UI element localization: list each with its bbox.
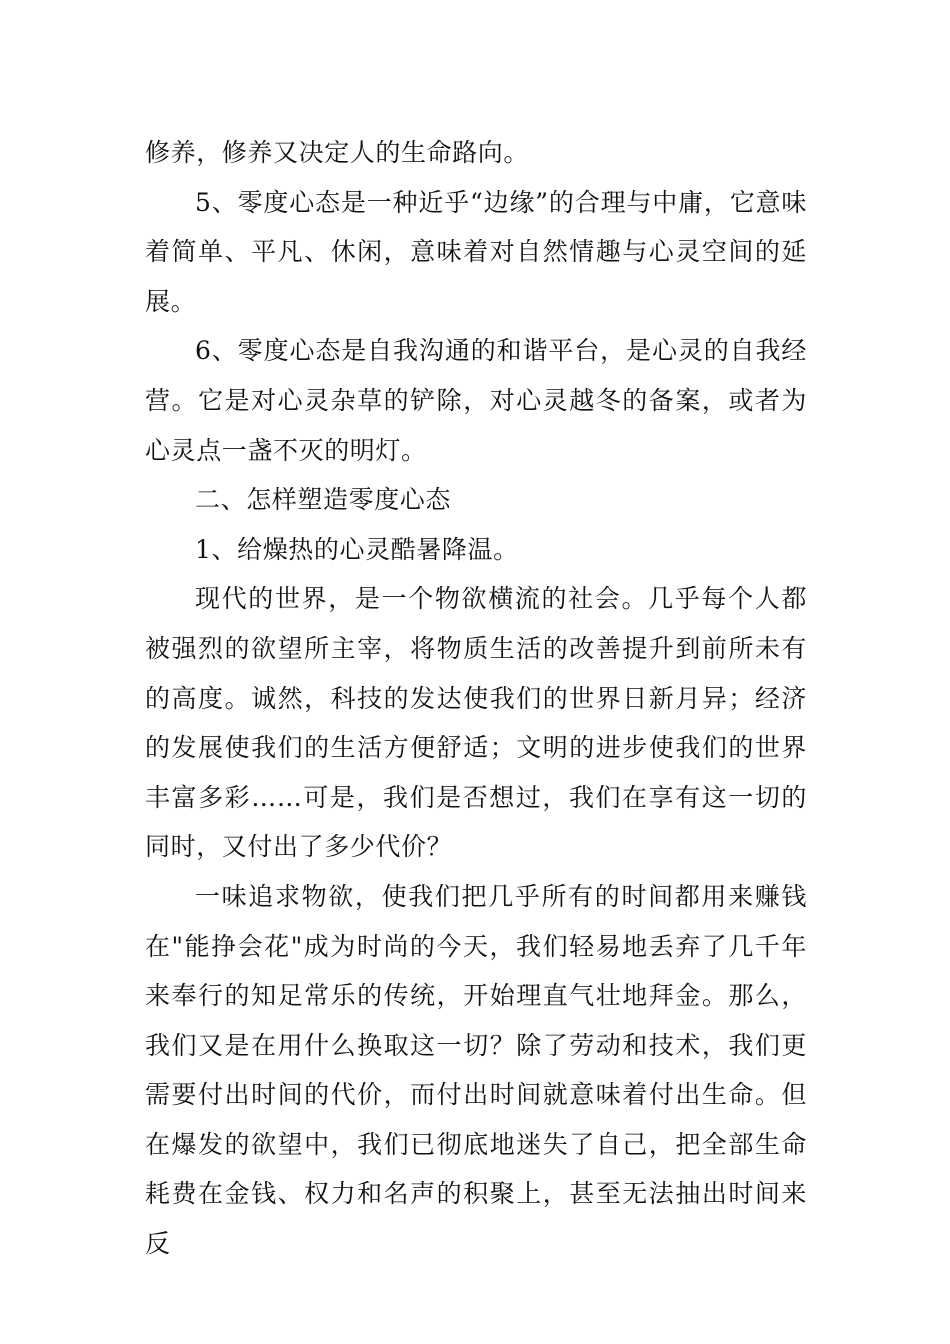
section-heading: 二、怎样塑造零度心态 <box>195 485 452 515</box>
paragraph-5: 一味追求物欲，使我们把几乎所有的时间都用来赚钱在"能挣会花"成为时尚的今天，我们轻易地丢弃了几千年来奉行的知足常乐的传统，开始理直气壮地拜金。那么，我们又是在用什么换取这一切？除了劳动和技术，我们更需要付出时间的代价，而付出时间就意味着付出生命。但在爆发的欲望中，我们已彻底地迷失了自己，把全部生命耗费在金钱、权力和名声的积聚上，甚至无法抽出时间来反 <box>145 881 807 1259</box>
paragraph-4: 现代的世界，是一个物欲横流的社会。几乎每个人都被强烈的欲望所主宰，将物质生活的改善提升到前所未有的高度。诚然，科技的发达使我们的世界日新月异；经济的发展使我们的生活方便舒适；文明的进步使我们的世界丰富多彩……可是，我们是否想过，我们在享有这一切的同时，又付出了多少代价？ <box>145 584 807 862</box>
subsection-heading: 1、给燥热的心灵酷暑降温。 <box>195 534 519 564</box>
document-body <box>145 128 807 1269</box>
paragraph-3: 6、零度心态是自我沟通的和谐平台，是心灵的自我经营。它是对心灵杂草的铲除，对心灵越冬的备案，或者为心灵点一盏不灭的明灯。 <box>145 336 807 465</box>
paragraph-1: 修养，修养又决定人的生命路向。 <box>145 138 530 167</box>
paragraph-2: 5、零度心态是一种近乎“边缘”的合理与中庸，它意味着简单、平凡、休闲，意味着对自然情趣与心灵空间的延展。 <box>145 187 807 316</box>
